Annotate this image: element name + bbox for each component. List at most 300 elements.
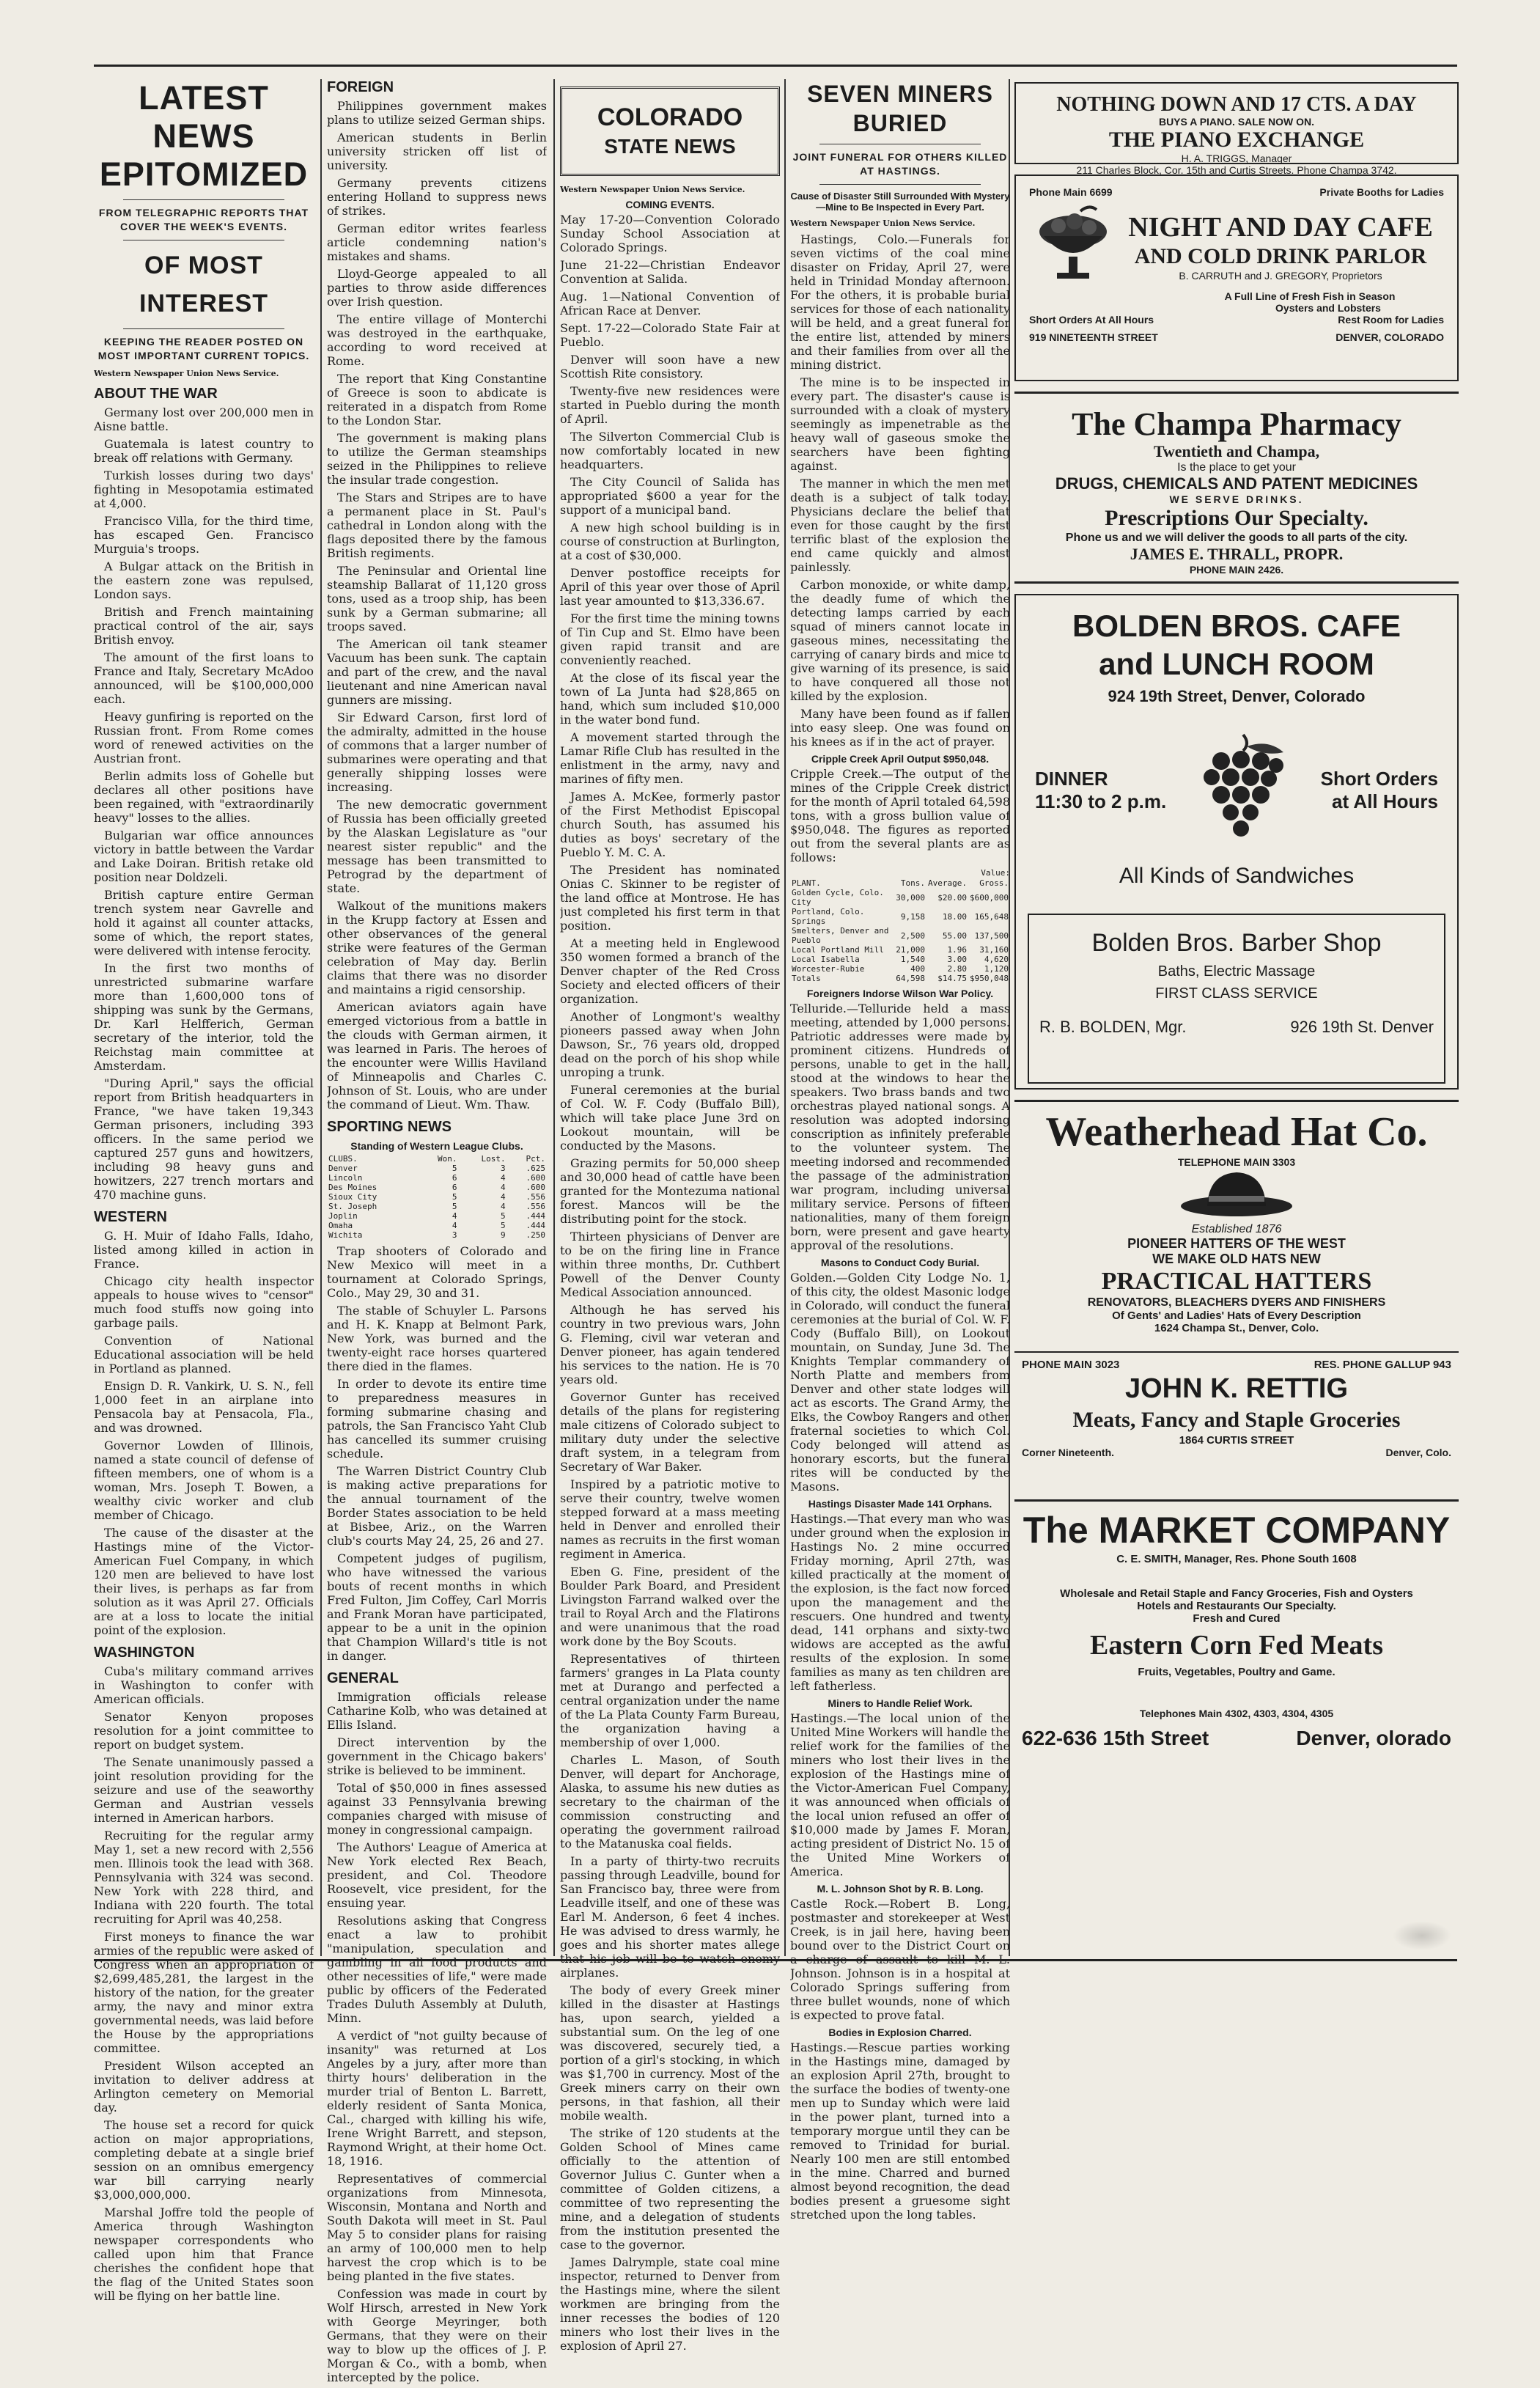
paragraph: The mine is to be inspected in every part. The disaster's cause is surrounded with a cloak of mystery seemingly as impenetrable as the heavy wall of gaseous smoke the searchers have been fighting against. [790,375,1010,473]
masthead-subtitle-2: KEEPING THE READER POSTED ON MOST IMPORTANT CURRENT TOPICS. [97,336,310,361]
pharmacy-proprietor: JAMES E. THRALL, PROPR. [1130,545,1344,563]
bolden-cafe-short-2: at All Hours [1332,790,1438,812]
cafe-name-2: AND COLD DRINK PARLOR [1134,244,1427,268]
subhead-cause: Cause of Disaster Still Surrounded With Mystery—Mine to Be Inspected in Every Part. [790,191,1010,213]
table-header-cell: Won. [437,1154,457,1164]
ink-smear [1393,1921,1451,1950]
orphans-paragraph: Hastings.—That every man who was under ground when the explosion in Hastings No. 2 mine occurred Friday morning, April 27th, was killed practically at the moment of the explosion, is the fact now forced upon the management and the rescuers. One hundred and twenty dead, 141 orphans and sixty-two widows are accepted as the awful results of the explosion. In some families as many as ten children are left fatherless. [790,1512,1010,1693]
paragraph: British capture entire German trench system near Gavrelle and hold it against all counter attacks, some of which, the report states, were delivered with intense ferocity. [94,888,314,958]
market-phones: Telephones Main 4302, 4303, 4304, 4305 [1139,1708,1334,1719]
league-standings-table [327,1154,547,1240]
table-row [327,1173,547,1183]
table-cell: Wichita [328,1230,363,1240]
bolden-cafe-name-1: BOLDEN BROS. CAFE [1072,609,1401,643]
hat-established: Established 1876 [1191,1223,1282,1235]
cafe-phone: Phone Main 6699 [1029,186,1113,198]
shooting-paragraph: Castle Rock.—Robert B. Long, postmaster and storekeeper at West Creek, is in jail here, having been bound over to the District Court on a charge of assault to kill M. L. Johnson. Johnson is in a hospital at Colorado Springs suffering from three bullet wounds, none of which is expected to prove fatal. [790,1897,1010,2022]
table-row [327,1202,547,1211]
paragraph: Representatives of thirteen farmers' granges in La Plata county met at Durango and perfected a central organization under the name of the La Plata County Farm Bureau, the organization having a membership of over 1,000. [560,1652,780,1749]
barber-class: FIRST CLASS SERVICE [1155,985,1318,1002]
column-colorado-state-news [560,79,780,2356]
top-rule [94,65,1457,67]
table-cell: 9 [501,1230,506,1240]
paragraph: President Wilson accepted an invitation to deliver address at Arlington cemetery on Memorial day. [94,2059,314,2115]
masthead-epitomized: EPITOMIZED [99,155,309,193]
market-line-1: Wholesale and Retail Staple and Fancy Groceries, Fish and Oysters [1060,1587,1413,1600]
paragraph: Recruiting for the regular army May 1, set a new record with 2,556 men. Illinois took the lead with 368. Pennsylvania with 324 was second. New York with 228 third, and Indiana with 220 fourth. The total recruiting for April was 40,258. [94,1829,314,1926]
column-rule [553,79,555,1956]
paragraph: American aviators again have emerged victorious from a battle in the clouds with German airmen, it was learned in Paris. The heroes of the encounter were Willis Haviland of Minneapolis and Charles C. Johnson of St. Louis, who are under the command of Lieut. Wm. Thaw. [327,1000,547,1112]
piano-line-2: BUYS A PIANO. SALE NOW ON. [1158,116,1315,128]
table-cell: Local Isabella [792,955,860,964]
table-cell: Lincoln [328,1173,363,1183]
paragraph: The Silverton Commercial Club is now comfortably located in new headquarters. [560,430,780,471]
war-paragraphs [94,405,314,1202]
paragraph: Immigration officials release Catharine Kolb, who was detained at Ellis Island. [327,1690,547,1732]
table-cell: 4 [501,1173,506,1183]
cafe-city: DENVER, COLORADO [1335,331,1444,343]
league-caption: Standing of Western League Clubs. [350,1140,523,1152]
news-service-credit: Western Newspaper Union News Service. [560,185,745,194]
paragraph: Philippines government makes plans to utilize seized German ships. [327,99,547,127]
news-service-credit: Western Newspaper Union News Service. [94,369,279,378]
paragraph: Germany prevents citizens entering Holland to suppress news of strikes. [327,176,547,218]
rettig-phone: PHONE MAIN 3023 [1022,1359,1120,1371]
paragraph: Berlin admits loss of Gohelle but declares all other positions have been regained, with "extraordinarily heavy" losses to the allies. [94,769,314,825]
pharmacy-line-2: DRUGS, CHEMICALS AND PATENT MEDICINES [1055,474,1418,493]
masons-heading: Masons to Conduct Cody Burial. [820,1257,980,1268]
paragraph: Germany lost over 200,000 men in Aisne battle. [94,405,314,433]
table-cell: Denver [328,1164,358,1173]
table-cell: Golden Cycle, Colo. City [792,888,884,907]
paragraph: The manner in which the men met death is a subject of talk today. Physicians declare the belief that even for those caught by the first terrific blast of the explosion the end came quickly and almost painlessly. [790,477,1010,574]
paragraph: The strike of 120 students at the Golden School of Mines came officially to the attention of Governor Julius C. Gunter when a committee of Golden citizens, a committee of two representing the mine, and a delegation of students from the institution presented the case to the governor. [560,2126,780,2252]
table-cell: 5 [452,1192,457,1202]
paragraph: Ensign D. R. Vankirk, U. S. N., fell 1,000 feet in an airplane into Pensacola bay at Pensacola, Fla., and was drowned. [94,1379,314,1435]
table-body [327,1164,547,1240]
bolden-cafe-short-1: Short Orders [1320,768,1438,790]
ad-champa-pharmacy [1014,392,1459,584]
pharmacy-line-3: WE SERVE DRINKS. [1169,493,1304,505]
paragraph: Representatives of commercial organizations from Minnesota, Wisconsin, Montana and North and South Dakota will meet in St. Paul May 5 to consider plans for raising an army of 100,000 men to help harvest the crop which is to be being planted in the five states. [327,2172,547,2283]
paragraph: Resolutions asking that Congress enact a law to prohibit "manipulation, speculation and gambling in all food products and other necessities of life," were made public by officers of the Federated Trades Duluth Assembly at Duluth, Minn. [327,1914,547,2025]
piano-name: THE PIANO EXCHANGE [1108,128,1365,152]
cripple-creek-heading: Cripple Creek April Output $950,048. [811,753,990,765]
shooting-heading: M. L. Johnson Shot by R. B. Long. [817,1883,984,1895]
paragraph: Eben G. Fine, president of the Boulder Park Board, and President Livingston Farrand walked over the trail to Royal Arch and the Flatirons and were unanimous that the road work done by the Boy Scouts. [560,1565,780,1648]
subhead-joint-funeral: JOINT FUNERAL FOR OTHERS KILLED AT HASTINGS. [792,151,1008,177]
paragraph: Sept. 17-22—Colorado State Fair at Pueblo. [560,321,780,349]
paragraph: Total of $50,000 in fines assessed against 33 Pennsylvania brewing companies charged with misuse of money in congressional campaign. [327,1781,547,1837]
divider [123,328,284,329]
table-cell: 4 [452,1221,457,1230]
table-cell: 6 [452,1173,457,1183]
paragraph: Trap shooters of Colorado and New Mexico will meet in a tournament at Colorado Springs, Colo., May 29, 30 and 31. [327,1244,547,1300]
table-row [327,1230,547,1240]
rettig-corner: Corner Nineteenth. [1022,1447,1115,1458]
ad-night-and-day-cafe [1014,174,1459,381]
table-cell: 1.96 [947,945,968,955]
charred-paragraph: Hastings.—Rescue parties working in the Hastings mine, damaged by an explosion April 27th, brought to the surface the bodies of twenty-one men up to Sunday which were laid in the power plant, turned into a temporary morgue until they can be removed to Trinidad for burial. Nearly 100 men are still entombed in the mine. Charred and burned almost beyond recognition, the dead bodies present a gruesome sight stretched upon the long tables. [790,2040,1010,2222]
table-header-cell: Tons. [900,878,926,888]
paragraph: Another of Longmont's wealthy pioneers passed away when John Dawson, Sr., 76 years old, dropped dead on the porch of his shop while unroping a trunk. [560,1010,780,1079]
paragraph: The house set a record for quick action on major appropriations, completing debate at a single brief session on an omnibus emergency war bill carrying nearly $3,000,000,000. [94,2118,314,2202]
paragraph: The entire village of Monterchi was destroyed in the earthquake, according to word received at Rome. [327,312,547,368]
table-row [327,1211,547,1221]
relief-paragraph: Hastings.—The local union of the United Mine Workers will handle the relief work for the families of the miners who lost their lives in the explosion of the Hastings mine of the Victor-American Fuel Company, it was announced when officials of the local union refused an offer of $10,000 made by James F. Moran, acting president of District No. 15 of the United Mine Workers of America. [790,1711,1010,1878]
table-cell: Local Portland Mill [792,945,884,955]
table-cell: 30,000 [896,892,926,903]
table-cell: 3 [452,1230,457,1240]
paragraph: The Stars and Stripes are to have a permanent place in St. Paul's cathedral in London along with the flags deposited there by the famous British regiments. [327,491,547,560]
table-cell: $600,000 [970,892,1009,903]
table-cell: 3 [501,1164,506,1173]
table-row [790,974,1010,983]
miners-paragraphs [790,232,1010,749]
paragraph: The Authors' League of America at New York elected Rex Beach, president, and Col. Theodore Roosevelt, vice president, for the ensuing year. [327,1840,547,1910]
pharmacy-line-4: Prescriptions Our Specialty. [1105,506,1368,530]
table-row [790,926,1010,945]
paragraph: In order to devote its entire time to preparedness measures in forming submarine chasing and patrols, the San Francisco Yaht Club has cancelled its summer cruising schedule. [327,1377,547,1461]
table-cell: 5 [501,1221,506,1230]
pharmacy-line-1: Is the place to get your [1177,461,1296,474]
bolden-cafe-hours: 11:30 to 2 p.m. [1035,790,1167,812]
table-cell: $14.75 [937,974,968,983]
column-rule [320,79,322,1956]
cafe-proprietors: B. CARRUTH and J. GREGORY, Proprietors [1179,270,1382,282]
table-cell: $950,048 [970,974,1009,983]
foreigners-paragraph: Telluride.—Telluride held a mass meeting, attended by 1,000 persons. Patriotic addresses were made by prominent citizens. Hundreds of persons, unable to get in the hall, stood at the windows to hear the speakers. Two brass bands and two orchestras played national songs. A resolution was adopted indorsing conscription as infinitely preferable to the volunteer system. The meeting indorsed and recommended the passage of the administration war program, including universal military service. Persons of fifteen nationalities, many of them foreign born, were present and gave hearty approval of the resolutions. [790,1002,1010,1252]
table-cell: 31,160 [979,945,1009,955]
paragraph: Charles L. Mason, of South Denver, will depart for Anchorage, Alaska, to assume his new duties as secretary to the chairman of the commission constructing and operating the government railroad to the Matanuska coal fields. [560,1753,780,1851]
paragraph: For the first time the mining towns of Tin Cup and St. Elmo have been given rapid transit and are conveniently reached. [560,611,780,667]
paragraph: Convention of National Educational association will be held in Portland as planned. [94,1334,314,1375]
cafe-name-1: NIGHT AND DAY CAFE [1128,212,1433,243]
paragraph: The American oil tank steamer Vacuum has been sunk. The captain and part of the crew, and the naval lieutenant and nine American naval gunners are missing. [327,637,547,707]
market-city: Denver, olorado [1296,1727,1451,1749]
market-line-5: Fruits, Vegetables, Poultry and Game. [1138,1666,1335,1678]
paragraph: Turkish losses during two days' fighting in Mesopotamia estimated at 4,000. [94,469,314,510]
table-row [790,964,1010,974]
paragraph: The President has nominated Onias C. Skinner to be register of the land office at Montrose. He has just completed his first term in that position. [560,863,780,933]
paragraph: Hastings, Colo.—Funerals for seven victims of the coal mine disaster on Friday, April 27, were held in Trinidad Monday afternoon. For the others, it is probable burial services for those of each nationality will be held, and a great funeral for the entire list, attended by miners and their families from over all the mining district. [790,232,1010,372]
paragraph: Aug. 1—National Convention of African Race at Denver. [560,290,780,317]
cafe-booths: Private Booths for Ladies [1319,186,1444,198]
rettig-street: 1864 CURTIS STREET [1179,1434,1294,1447]
paragraph: Heavy gunfiring is reported on the Russian front. From Rome comes word of renewed activities on the Austrian front. [94,710,314,765]
masthead-latest-news: LATEST NEWS [139,79,269,155]
column-foreign-sporting-general [327,79,547,2388]
box-title-colorado: COLORADO [597,103,743,131]
table-cell: 21,000 [896,945,926,955]
table-header-row [327,1154,547,1164]
paragraph: A movement started through the Lamar Rifle Club has resulted in the enlistment in the army, navy and marines of fifty men. [560,730,780,786]
section-heading-war: ABOUT THE WAR [94,386,218,402]
paragraph: The body of every Greek miner killed in the disaster at Hastings has, upon search, yielded a substantial sum. On the leg of one was discovered, securely tied, a portion of a girl's stocking, in which was $1,700 in currency. Most of the Greek miners carry on their own persons, in that fashion, all their mobile wealth. [560,1983,780,2123]
paragraph: G. H. Muir of Idaho Falls, Idaho, listed among killed in action in France. [94,1229,314,1271]
column-latest-news [94,79,314,2307]
masons-paragraph: Golden.—Golden City Lodge No. 1, of this city, the oldest Masonic lodge in Colorado, will conduct the funeral ceremonies at the burial of Col. W. F. Cody (Buffalo Bill), on Lookout mountain, on Sunday, June 3d. The Knights Templar commandery of North Platte and members from Denver and other state lodges will act as escorts. The Grand Army, the Elks, the Cowboy Rangers and other fraternal societies to which Col. Cody belonged will attend as honorary escorts, but the funeral rites will be conducted by the Masons. [790,1271,1010,1494]
table-row [327,1192,547,1202]
table-cell: 1,120 [984,964,1009,974]
table-header-cell: Lost. [481,1154,506,1164]
hat-line-4: RENOVATORS, BLEACHERS DYERS AND FINISHERS [1087,1296,1386,1309]
pharmacy-location: Twentieth and Champa, [1153,442,1320,460]
paragraph: Senator Kenyon proposes resolution for a joint committee to report on budget system. [94,1710,314,1752]
paragraph: Guatemala is latest country to break off relations with Germany. [94,437,314,465]
table-cell: 5 [501,1211,506,1221]
paragraph: Competent judges of pugilism, who have witnessed the various bouts of recent months in which Fred Fulton, Jim Coffey, Carl Morris and Frank Moran have participated, appear to be a unit in the opinion that Champion Willard's title is not in danger. [327,1551,547,1663]
paragraph: The Peninsular and Oriental line steamship Ballarat of 11,120 gross tons, used as a troop ship, has been sunk by a German submarine; all troops saved. [327,564,547,633]
table-header-cell: CLUBS. [328,1154,358,1164]
paragraph: The new democratic government of Russia has been officially greeted by the Alaskan Legislature as "our nearest sister republic" and the message has been transmitted to Petrograd by the department of state. [327,798,547,895]
bolden-cafe-name-2: and LUNCH ROOM [1099,647,1374,681]
ad-bolden-barber-shop [1028,914,1445,1084]
paragraph: A new high school building is in course of construction at Burlington, at a cost of $30,000. [560,521,780,562]
table-cell: .444 [526,1211,545,1221]
cafe-oysters: Oysters and Lobsters [1275,302,1381,314]
rettig-city: Denver, Colo. [1385,1447,1451,1458]
cripple-creek-table [790,878,1010,983]
table-cell: 4 [501,1202,506,1211]
table-cell: .556 [526,1192,545,1202]
table-row [327,1183,547,1192]
paragraph: In the first two months of unrestricted submarine warfare more than 1,600,000 tons of shipping was sunk by the Germans, Dr. Karl Helfferich, German secretary of the interior, told the Reichstag main committee at Amsterdam. [94,961,314,1073]
paragraph: Marshal Joffre told the people of America through Washington newspaper correspondents who called upon him that France cherishes the confident hope that the flag of the United States soon will be flying on her battle line. [94,2205,314,2303]
paragraph: In a party of thirty-two recruits passing through Leadville, bound for San Francisco bay, three were from Leadville itself, and one of these was Earl M. Anderson, 6 feet 4 inches. He was advised to dress warmly, he goes and his shorter mates allege that his job will be to watch enemy airplanes. [560,1854,780,1980]
value-label: Value: [981,868,1010,878]
paragraph: Francisco Villa, for the third time, has escaped Gen. Francisco Murguia's troops. [94,514,314,556]
table-row [790,945,1010,955]
barber-manager: R. B. BOLDEN, Mgr. [1039,1018,1187,1036]
coming-events-list [560,213,780,349]
paragraph: The report that King Constantine of Greece is soon to abdicate is reiterated in a dispatch from Rome to the London Star. [327,372,547,427]
market-line-3: Fresh and Cured [1193,1612,1281,1625]
table-row [790,888,1010,907]
table-cell: 400 [910,964,926,974]
coming-events-heading: COMING EVENTS. [625,199,715,210]
table-cell: 1,540 [900,955,926,964]
cafe-fish: A Full Line of Fresh Fish in Season [1224,290,1396,302]
bolden-cafe-sandwiches: All Kinds of Sandwiches [1119,864,1355,888]
paragraph: Confession was made in court by Wolf Hirsch, arrested in New York with George Meyringer, both Germans, that they were on their way to blow up the offices of J. P. Morgan & Co., with a bomb, when intercepted by the police. [327,2287,547,2384]
paragraph: "During April," says the official report from British headquarters in France, "we have taken 19,343 German prisoners, including 393 officers. In the same period we captured 257 guns and howitzers, including 98 heavy guns and howitzers, 227 trench mortars and 470 machine guns. [94,1076,314,1202]
hat-name: Weatherhead Hat Co. [1045,1109,1428,1155]
table-row [790,907,1010,926]
table-header-cell: Average. [928,878,968,888]
paragraph: The City Council of Salida has appropriated $600 a year for the support of a municipal band. [560,475,780,517]
ad-john-rettig [1014,1351,1459,1489]
table-cell: 18.00 [942,911,968,922]
rettig-name: JOHN K. RETTIG [1124,1373,1349,1404]
paragraph: At the close of its fiscal year the town of La Junta had $28,865 on hand, which sum included $10,000 in the water bond fund. [560,671,780,727]
hat-icon [1178,1168,1295,1219]
table-cell: 5 [452,1164,457,1173]
paragraph: Denver will soon have a new Scottish Rite consistory. [560,353,780,381]
ad-weatherhead-hat [1014,1100,1459,1341]
paragraph: Denver postoffice receipts for April of this year over those of April last year amounted to $13,336.67. [560,566,780,608]
headline-seven-miners: SEVEN MINERS BURIED [807,81,993,136]
table-cell: 5 [452,1202,457,1211]
paragraph: Governor Gunter has received details of the plans for registering male citizens of Colorado subject to military duty under the selective draft system, in a telegram from Secretary of War Baker. [560,1390,780,1474]
paragraph: First moneys to finance the war armies of the republic were asked of Congress when an appropriation of $2,699,485,281, the largest in the history of the nation, for the greater army, the navy and minor extra governmental needs, was laid before the House by the appropriations committee. [94,1930,314,2055]
market-line-4: Eastern Corn Fed Meats [1090,1630,1383,1661]
table-cell: 4 [501,1183,506,1192]
general-paragraphs [327,1690,547,2384]
barber-address: 926 19th St. Denver [1290,1018,1434,1036]
paragraph: Walkout of the munitions makers in the Krupp factory at Essen and other observances of the general strike were features of the German celebration of May day. Berlin claims that there was no disorder and maintains a rigid censorship. [327,899,547,996]
table-cell: 9,158 [900,911,926,922]
cafe-short-orders: Short Orders At All Hours [1029,314,1154,326]
market-street: 622-636 15th Street [1022,1727,1209,1749]
market-line-2: Hotels and Restaurants Our Specialty. [1137,1600,1336,1612]
column-miners-buried [790,79,1010,2225]
paragraph: The cause of the disaster at the Hastings mine of the Victor-American Fuel Company, in which 120 men are believed to have lost their lives, is perhaps as far from solution as it was April 27. Officials are at a loss to locate the initial point of the explosion. [94,1526,314,1637]
table-cell: $20.00 [937,892,968,903]
divider [819,184,981,185]
table-cell: 137,500 [974,930,1009,941]
section-heading-general: GENERAL [327,1670,399,1686]
section-heading-washington: WASHINGTON [94,1645,195,1661]
paragraph: Cuba's military command arrives in Washington to confer with American officials. [94,1664,314,1706]
paragraph: Lloyd-George appealed to all parties to throw aside differences over Irish question. [327,267,547,309]
table-cell: Smelters, Denver and Pueblo [792,926,889,945]
cafe-street: 919 NINETEENTH STREET [1029,331,1158,343]
table-cell: .625 [526,1164,545,1173]
paragraph: James Dalrymple, state coal mine inspector, returned to Denver from the Hastings mine, where the silent workmen are bringing from the inner recesses the bodies of 120 miners who lost their lives in the explosion of April 27. [560,2255,780,2353]
charred-heading: Bodies in Explosion Charred. [828,2027,972,2038]
table-cell: 4 [501,1192,506,1202]
paragraph: Inspired by a patriotic motive to serve their country, twelve women stepped forward at a mass meeting held in Denver and enrolled their names as recruits in the first woman regiment in America. [560,1477,780,1561]
table-cell: St. Joseph [328,1202,377,1211]
table-cell: Sioux City [328,1192,377,1202]
table-cell: Omaha [328,1221,353,1230]
bottom-rule [94,1959,1457,1961]
hat-line-2: WE MAKE OLD HATS NEW [1152,1252,1321,1266]
orphans-heading: Hastings Disaster Made 141 Orphans. [808,1498,992,1510]
table-cell: .600 [526,1173,545,1183]
paragraph: Chicago city health inspector appeals to house wives to "censor" much food stuffs now going into garbage pails. [94,1274,314,1330]
pharmacy-phone: PHONE MAIN 2426. [1189,564,1284,576]
column-rule [784,79,786,1956]
masthead-most-interest: OF MOST INTEREST [139,251,269,317]
fruit-bowl-icon [1029,202,1117,290]
paragraph: Twenty-five new residences were started in Pueblo during the month of April. [560,384,780,426]
table-cell: 4 [452,1211,457,1221]
section-heading-sporting: SPORTING NEWS [327,1119,452,1135]
table-cell: 2,500 [900,930,926,941]
table-row [790,955,1010,964]
paragraph: At a meeting held in Englewood 350 women formed a branch of the Denver chapter of the Red Cross Society and elected officers of their organization. [560,936,780,1006]
section-heading-western: WESTERN [94,1209,167,1225]
bolden-cafe-dinner: DINNER [1035,768,1108,790]
masthead-subtitle: FROM TELEGRAPHIC REPORTS THAT COVER THE WEEK'S EVENTS. [98,207,309,232]
table-row [327,1164,547,1173]
table-cell: .556 [526,1202,545,1211]
market-manager: C. E. SMITH, Manager, Res. Phone South 1608 [1116,1553,1357,1565]
table-header-row [790,878,1010,888]
table-header-cell: Gross. [979,878,1009,888]
table-row [327,1221,547,1230]
piano-line-1: NOTHING DOWN AND 17 CTS. A DAY [1056,93,1417,116]
table-cell: .444 [526,1221,545,1230]
paragraph: May 17-20—Convention Colorado Sunday School Association at Colorado Springs. [560,213,780,254]
table-cell: 3.00 [947,955,968,964]
table-cell: 6 [452,1183,457,1192]
ad-piano-exchange [1014,82,1459,176]
rettig-line: Meats, Fancy and Staple Groceries [1072,1408,1401,1432]
paragraph: The Warren District Country Club is making active preparations for the annual tournament of the Border States association to be held at Bisbee, Ariz., on the Warren club's courts May 24, 25, 26 and 27. [327,1464,547,1548]
paragraph: The stable of Schuyler L. Parsons and H. K. Knapp at Belmont Park, New York, was burned and the twenty-eight race horses quartered there died in the flames. [327,1304,547,1373]
table-header-cell: PLANT. [792,878,821,888]
paragraph: German editor writes fearless article condemning nation's mistakes and shams. [327,221,547,263]
hat-line-1: PIONEER HATTERS OF THE WEST [1127,1236,1346,1251]
paragraph: British and French maintaining practical control of the air, says British envoy. [94,605,314,647]
advertisements-column [1014,82,1459,1817]
bolden-cafe-address: 924 19th Street, Denver, Colorado [1108,687,1366,705]
paragraph: Thirteen physicians of Denver are to be on the firing line in France within three months, Dr. Cuthbert Powell of the Denver County Medical Association announced. [560,1230,780,1299]
ad-bolden-bros-cafe [1014,594,1459,1090]
washington-paragraphs [94,1664,314,2303]
piano-manager: H. A. TRIGGS, Manager [1181,153,1292,164]
column-rule [1009,79,1010,1956]
paragraph: June 21-22—Christian Endeavor Convention at Salida. [560,258,780,286]
paragraph: The government is making plans to utilize the German steamships seized in the Philippines to relieve the insular trade congestion. [327,431,547,487]
box-title-state-news: STATE NEWS [604,135,736,158]
table-cell: .250 [526,1230,545,1240]
divider [123,199,284,200]
table-cell: 64,598 [896,974,926,983]
market-name: The MARKET COMPANY [1023,1510,1451,1551]
paragraph: Although he has served his country in two previous wars, John G. Fleming, civil war veteran and Denver pioneer, has again tendered his services to the nation. He is 70 years old. [560,1303,780,1386]
hat-line-3: PRACTICAL HATTERS [1101,1268,1372,1295]
paragraph: Many have been found as if fallen into easy sleep. One was found on his knees as if in the act of prayer. [790,707,1010,749]
table-header-cell: Pct. [526,1154,545,1164]
paragraph: Grazing permits for 50,000 sheep and 30,000 head of cattle have been granted for the Montezuma national forest. Mancos will be the distributing point for the stock. [560,1156,780,1226]
table-body [790,888,1010,983]
western-paragraphs [94,1229,314,1637]
paragraph: Carbon monoxide, or white damp, the deadly fume of which the detecting lamps carried by each squad of miners cannot locate in gaseous mines, necessitating the carrying of canary birds and mice to give warning of its presence, is said to have conquered all those not killed by the explosion. [790,578,1010,703]
paragraph: The Senate unanimously passed a joint resolution providing for the seizure and use of the seaworthy German and Austrian vessels interned in American harbors. [94,1755,314,1825]
paragraph: Bulgarian war office announces victory in battle between the Vardar and Lake Doiran. British retake old position near Doldzeli. [94,829,314,884]
pharmacy-line-5: Phone us and we will deliver the goods to all parts of the city. [1065,532,1408,544]
hat-line-5: Of Gents' and Ladies' Hats of Every Description [1112,1309,1361,1322]
news-service-credit: Western Newspaper Union News Service. [790,218,976,228]
hat-address: 1624 Champa St., Denver, Colo. [1154,1322,1319,1334]
table-cell: Joplin [328,1211,358,1221]
table-cell: Totals [792,974,821,983]
paragraph: Governor Lowden of Illinois, named a state council of defense of fifteen members, one of whom is a woman, Mrs. Joseph T. Bowen, a wealthy civic worker and club member of Chicago. [94,1439,314,1522]
foreigners-heading: Foreigners Indorse Wilson War Policy. [806,988,994,999]
colorado-state-news-box [560,87,780,176]
pharmacy-name: The Champa Pharmacy [1072,406,1401,442]
paragraph: James A. McKee, formerly pastor of the First Methodist Episcopal church South, has assumed his duties as boys' secretary of the Pueblo Y. M. C. A. [560,790,780,859]
grapes-icon [1188,732,1298,849]
paragraph: A Bulgar attack on the British in the eastern zone was repulsed, London says. [94,559,314,601]
table-cell: 165,648 [974,911,1009,922]
paragraph: Funeral ceremonies at the burial of Col. W. F. Cody (Buffalo Bill), which will take place June 3rd on Lookout mountain, will be conducted by the Masons. [560,1083,780,1153]
table-cell: Des Moines [328,1183,377,1192]
table-cell: Portland, Colo. Springs [792,907,865,926]
table-cell: 2.80 [947,964,968,974]
section-heading-foreign: FOREIGN [327,79,394,95]
rettig-res-phone: RES. PHONE GALLUP 943 [1314,1359,1451,1371]
piano-address: 211 Charles Block, Cor. 15th and Curtis Streets. Phone Champa 3742. [1076,164,1397,176]
ad-market-company [1014,1499,1459,1807]
barber-services: Baths, Electric Massage [1157,963,1316,980]
cafe-rest-room: Rest Room for Ladies [1338,314,1444,326]
paragraph: Direct intervention by the government in the Chicago bakers' strike is believed to be imminent. [327,1735,547,1777]
